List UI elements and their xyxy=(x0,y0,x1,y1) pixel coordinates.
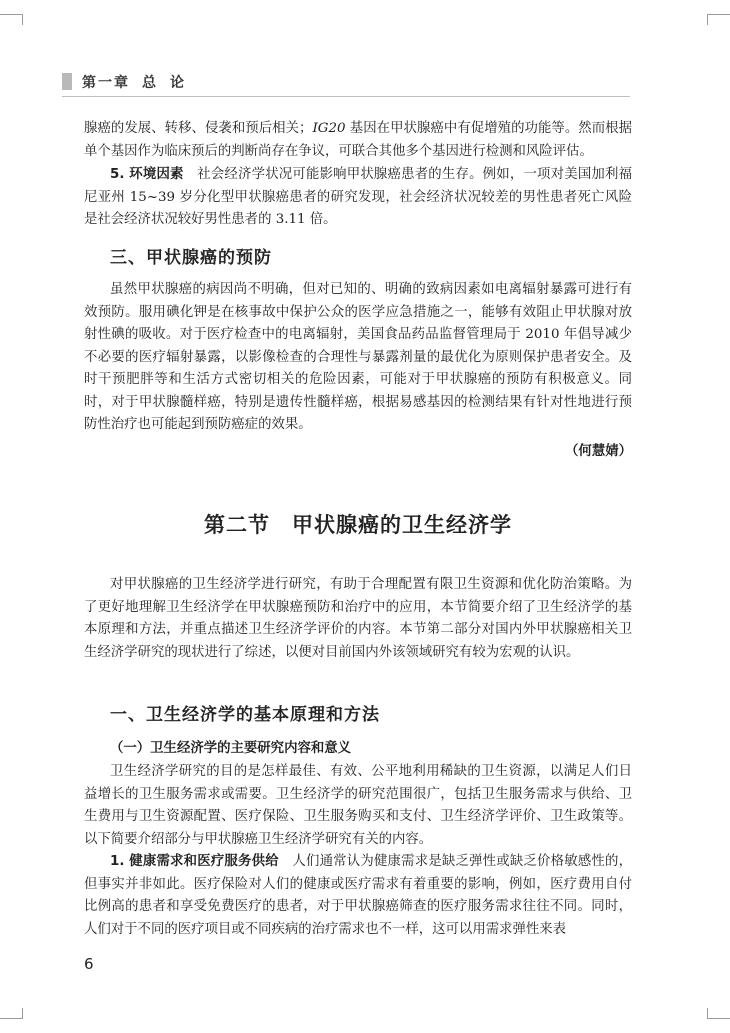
methods-heading: 一、卫生经济学的基本原理和方法 xyxy=(110,705,380,725)
health-demand-text: 人们通常认为健康需求是缺乏弹性或缺乏价格敏感性的，但事实并非如此。医疗保险对人们的健康或医疗需求有着重要的影响，例如，医疗费用自付比例高的患者和享受免费医疗的患者，对于甲状腺癌筛查的医疗服务需求往往不同。同时，人们对于不同的医疗项目或不同疾病的治疗需求也不一样，这可以用需求弹性来表 xyxy=(84,854,632,937)
para-research-content xyxy=(84,761,632,851)
heading-methods xyxy=(110,700,658,725)
research-body: 卫生经济学研究的目的是怎样最佳、有效、公平地利用稀缺的卫生资源，以满足人们日益增长的卫生服务需求或需要。卫生经济学的研究范围很广，包括卫生服务需求与供给、卫生费用与卫生资源配置、医疗保险、卫生服务购买和支付、卫生经济学评价、卫生政策等。以下简要介绍部分与甲状腺癌卫生经济学研究有关的内容。 xyxy=(84,764,632,847)
prevention-body: 虽然甲状腺癌的病因尚不明确，但对已知的、明确的致病因素如电离辐射暴露可进行有效预防。服用碘化钾是在核事故中保护公众的医学应急措施之一，能够有效阻止甲状腺对放射性碘的吸收。对于医疗检查中的电离辐射，美国食品药品监督管理局于 2010 年倡导减少不必要的医疗辐射暴露，以影像检查的合理性与暴露剂量的最优化为原则保护患者安全。及时干预肥胖等和生活方式密切相关的危险因素，可能对于甲状腺癌的预防有积极意义。同时，对于甲状腺髓样癌，特别是遗传性髓样癌，根据易感基因的检测结果有针对性地进行预防性治疗也可能起到预防癌症的效果。 xyxy=(84,282,632,432)
chapter-number: 第一章 xyxy=(82,75,130,91)
environment-lead: 5. 环境因素 xyxy=(110,167,184,182)
author-name: （何慧婧） xyxy=(565,444,632,459)
gene-name: IG20 xyxy=(312,121,346,136)
para-prevention xyxy=(84,279,632,437)
crop-mark-bottom-right xyxy=(707,1008,730,1019)
para-environment xyxy=(84,164,632,232)
chapter-title xyxy=(82,72,186,92)
para-gene-prognosis xyxy=(84,118,632,163)
page-number: 6 xyxy=(84,955,94,973)
crop-mark-bottom-left xyxy=(0,1008,23,1019)
running-header xyxy=(62,68,630,97)
heading-prevention xyxy=(110,243,658,268)
author-credit xyxy=(84,440,632,459)
para-intro xyxy=(84,574,632,664)
intro-body: 对甲状腺癌的卫生经济学进行研究，有助于合理配置有限卫生资源和优化防治策略。为了更好地理解卫生经济学在甲状腺癌预防和治疗中的应用，本节简要介绍了卫生经济学的基本原理和方法，并重点描述卫生经济学评价的内容。本节第二部分对国内外甲状腺癌相关卫生经济学研究的现状进行了综述，以便对目前国内外该领域研究有较为宏观的认识。 xyxy=(84,577,632,660)
para-health-demand xyxy=(84,851,632,941)
crop-mark-top-right xyxy=(707,14,730,25)
content-subheading: （一）卫生经济学的主要研究内容和意义 xyxy=(110,741,352,756)
section-title: 第二节 甲状腺癌的卫生经济学 xyxy=(204,513,512,537)
chapter-title-part1: 总 xyxy=(142,75,158,91)
environment-text: 社会经济学状况可能影响甲状腺癌患者的生存。例如，一项对美国加利福尼亚州 15~39 岁分化型甲状腺癌患者的研究发现，社会经济状况较差的男性患者死亡风险是社会经济状况较好男性患者的 3.11 倍。 xyxy=(84,167,632,227)
subheading-content xyxy=(110,737,658,756)
header-tab-marker xyxy=(62,73,72,90)
prevention-heading: 三、甲状腺癌的预防 xyxy=(110,248,272,268)
section-two-title xyxy=(84,509,632,539)
chapter-title-part2: 论 xyxy=(170,75,186,91)
crop-mark-top-left xyxy=(0,14,23,25)
health-demand-lead: 1. 健康需求和医疗服务供给 xyxy=(110,854,279,869)
para1-text-a: 腺癌的发展、转移、侵袭和预后相关； xyxy=(84,121,313,136)
para1-text-b: 基因在甲状腺癌中有促增殖的功能等。然而根据单个基因作为临床预后的判断尚存在争议，可联合其他多个基因进行检测和风险评估。 xyxy=(84,121,632,159)
